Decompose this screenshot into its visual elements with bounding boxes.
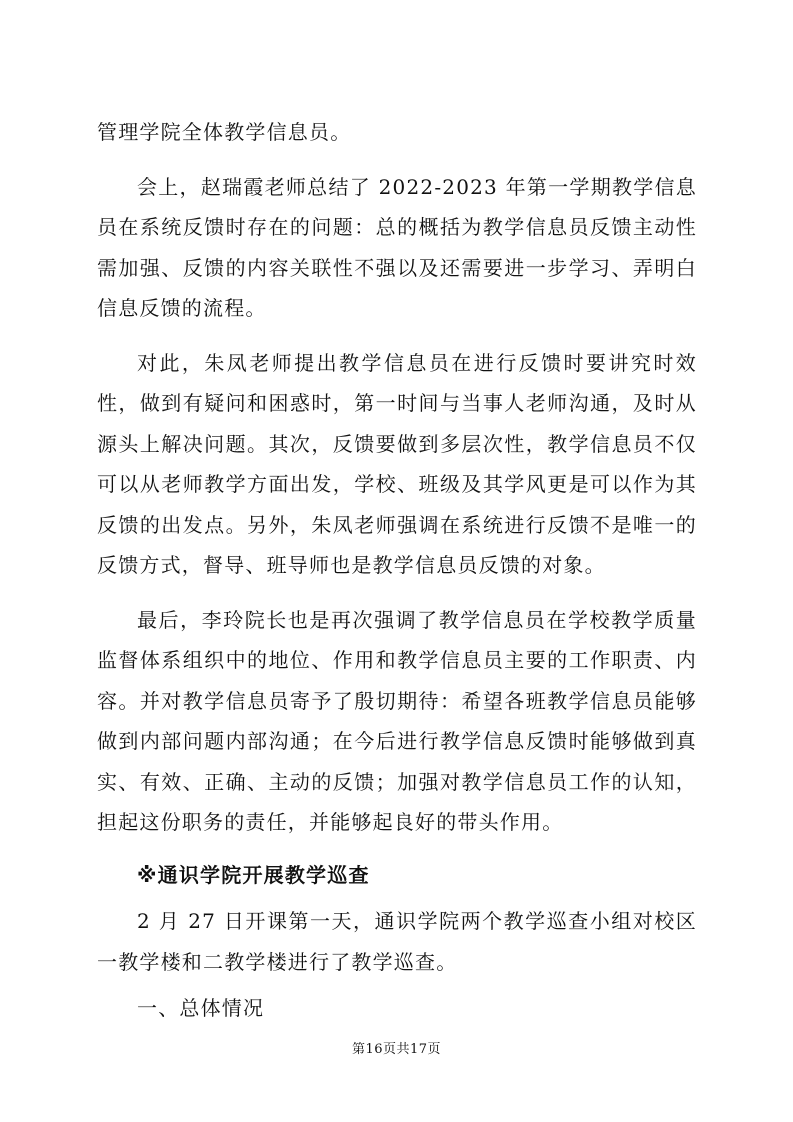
document-body [97, 112, 697, 1029]
section-heading: ※通识学院开展教学巡查 [137, 862, 370, 887]
paragraph-dean-remarks: 最后，李玲院长也是再次强调了教学信息员在学校教学质量监督体系组织中的地位、作用和教学信息员主要的工作职责、内容。并对教学信息员寄予了殷切期待：希望各班教学信息员能够做到内部问题内部沟通；在今后进行教学信息反馈时能够做到真实、有效、正确、主动的反馈；加强对教学信息员工作的认知，担起这份职务的责任，并能够起良好的带头作用。 [97, 607, 697, 834]
paragraph-gap [97, 329, 697, 343]
section-subheading: 一、总体情况 [137, 996, 265, 1020]
page-footer: 第16页共17页 [351, 1042, 442, 1057]
paragraph-gap [97, 586, 697, 600]
paragraph-feedback-advice: 对此，朱凤老师提出教学信息员在进行反馈时要讲究时效性，做到有疑问和困惑时，第一时间与当事人老师沟通，及时从源头上解决问题。其次，反馈要做到多层次性，教学信息员不仅可以从老师教学方面出发，学校、班级及其学风更是可以作为其反馈的出发点。另外，朱凤老师强调在系统进行反馈不是唯一的反馈方式，督导、班导师也是教学信息员反馈的对象。 [97, 350, 697, 577]
paragraph-gap [97, 153, 697, 167]
paragraph-continuation: 管理学院全体教学信息员。 [97, 120, 352, 144]
paragraph-summary: 会上，赵瑞霞老师总结了 2022-2023 年第一学期教学信息员在系统反馈时存在的问题：总的概括为教学信息员反馈主动性需加强、反馈的内容关联性不强以及还需要进一步学习、弄明白信息反馈的流程。 [97, 174, 697, 320]
section-body: 2 月 27 日开课第一天，通识学院两个教学巡查小组对校区一教学楼和二教学楼进行了教学巡查。 [97, 909, 697, 974]
